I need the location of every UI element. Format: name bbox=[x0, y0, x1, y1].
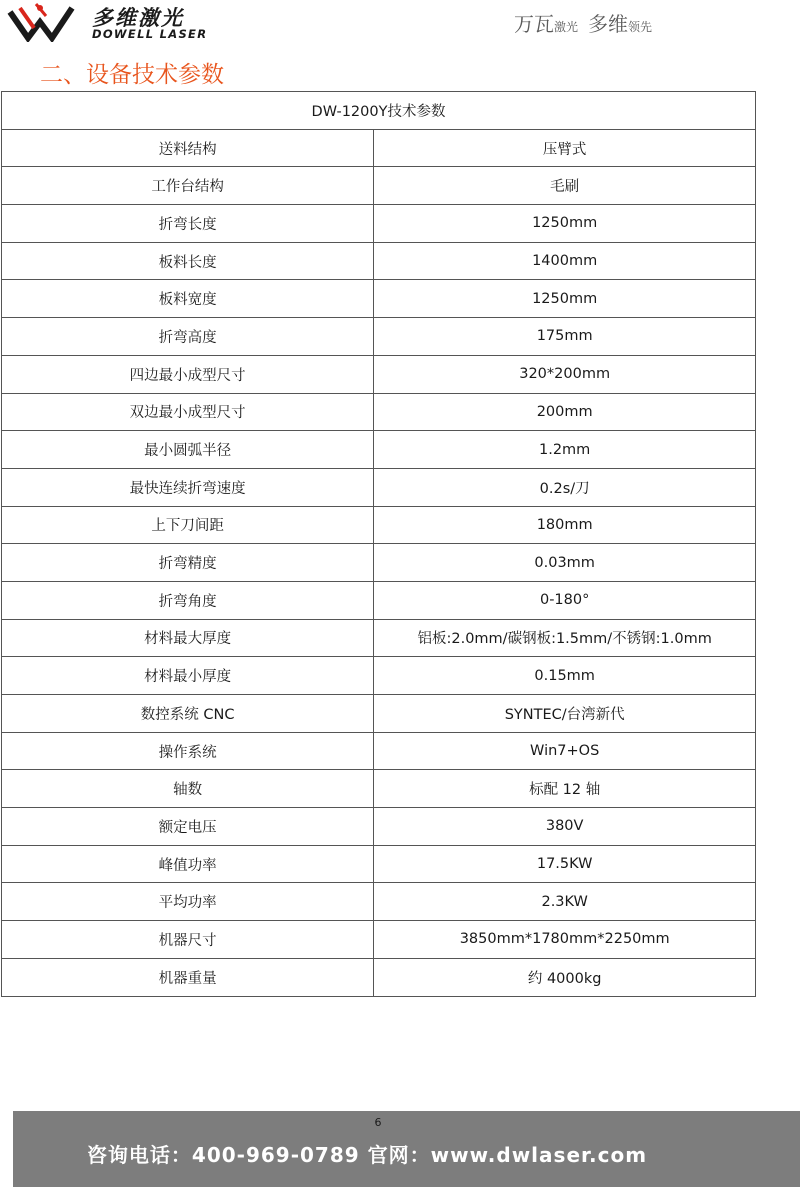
spec-name-cell: 峰值功率 bbox=[2, 845, 374, 883]
dowell-logo-icon bbox=[6, 2, 76, 42]
table-row bbox=[2, 581, 756, 619]
slogan-part1: 万瓦 bbox=[513, 12, 554, 36]
contact-info: 咨询电话：400-969-0789 官网：www.dwlaser.com bbox=[86, 1143, 648, 1167]
slogan-part3: 多维 bbox=[587, 12, 628, 36]
spec-name-cell: 折弯精度 bbox=[2, 544, 374, 582]
table-row bbox=[2, 732, 756, 770]
spec-value-cell: SYNTEC/台湾新代 bbox=[374, 695, 756, 733]
table-row bbox=[2, 431, 756, 469]
slogan-part4: 领先 bbox=[627, 20, 652, 34]
table-row bbox=[2, 167, 756, 205]
spec-value-cell: 约 4000kg bbox=[374, 958, 756, 996]
spec-name-cell: 机器尺寸 bbox=[2, 921, 374, 959]
table-row bbox=[2, 657, 756, 695]
spec-value-cell: 0-180° bbox=[374, 581, 756, 619]
spec-value-cell: 320*200mm bbox=[374, 355, 756, 393]
section-title: 二、设备技术参数 bbox=[40, 62, 224, 88]
table-row bbox=[2, 921, 756, 959]
spec-name-cell: 板料长度 bbox=[2, 242, 374, 280]
spec-value-cell: 标配 12 轴 bbox=[374, 770, 756, 808]
spec-name-cell: 最快连续折弯速度 bbox=[2, 468, 374, 506]
spec-value-cell: 毛刷 bbox=[374, 167, 756, 205]
table-row bbox=[2, 393, 756, 431]
table-row bbox=[2, 205, 756, 243]
spec-value-cell: 铝板:2.0mm/碳钢板:1.5mm/不锈钢:1.0mm bbox=[374, 619, 756, 657]
table-row bbox=[2, 242, 756, 280]
slogan bbox=[514, 8, 652, 37]
spec-value-cell: 1250mm bbox=[374, 280, 756, 318]
spec-value-cell: 380V bbox=[374, 808, 756, 846]
table-row bbox=[2, 468, 756, 506]
spec-name-cell: 上下刀间距 bbox=[2, 506, 374, 544]
spec-name-cell: 折弯长度 bbox=[2, 205, 374, 243]
spec-value-cell: 0.03mm bbox=[374, 544, 756, 582]
table-row bbox=[2, 808, 756, 846]
spec-value-cell: 17.5KW bbox=[374, 845, 756, 883]
table-row bbox=[2, 544, 756, 582]
page-number: 6 bbox=[374, 1116, 382, 1129]
spec-name-cell: 材料最小厚度 bbox=[2, 657, 374, 695]
page-header bbox=[0, 0, 800, 48]
spec-value-cell: 0.15mm bbox=[374, 657, 756, 695]
table-row bbox=[2, 695, 756, 733]
spec-value-cell: 2.3KW bbox=[374, 883, 756, 921]
spec-name-cell: 最小圆弧半径 bbox=[2, 431, 374, 469]
table-row bbox=[2, 619, 756, 657]
spec-name-cell: 折弯高度 bbox=[2, 318, 374, 356]
brand-name-en: DOWELL LASER bbox=[92, 27, 208, 41]
spec-name-cell: 送料结构 bbox=[2, 129, 374, 167]
spec-name-cell: 四边最小成型尺寸 bbox=[2, 355, 374, 393]
brand-name-cn: 多维激光 bbox=[92, 6, 184, 30]
table-row bbox=[2, 129, 756, 167]
spec-value-cell: 180mm bbox=[374, 506, 756, 544]
spec-name-cell: 板料宽度 bbox=[2, 280, 374, 318]
page-footer bbox=[13, 1111, 800, 1187]
table-row bbox=[2, 958, 756, 996]
spec-name-cell: 双边最小成型尺寸 bbox=[2, 393, 374, 431]
spec-value-cell: 压臂式 bbox=[374, 129, 756, 167]
spec-name-cell: 机器重量 bbox=[2, 958, 374, 996]
spec-name-cell: 额定电压 bbox=[2, 808, 374, 846]
spec-value-cell: 1.2mm bbox=[374, 431, 756, 469]
spec-name-cell: 折弯角度 bbox=[2, 581, 374, 619]
table-row bbox=[2, 506, 756, 544]
spec-value-cell: Win7+OS bbox=[374, 732, 756, 770]
table-row bbox=[2, 355, 756, 393]
table-row bbox=[2, 845, 756, 883]
spec-table bbox=[1, 91, 756, 997]
spec-value-cell: 1400mm bbox=[374, 242, 756, 280]
slogan-part2: 激光 bbox=[553, 20, 578, 34]
spec-name-cell: 轴数 bbox=[2, 770, 374, 808]
spec-value-cell: 200mm bbox=[374, 393, 756, 431]
spec-value-cell: 3850mm*1780mm*2250mm bbox=[374, 921, 756, 959]
table-row bbox=[2, 280, 756, 318]
spec-table-title-row bbox=[2, 92, 756, 130]
spec-table-title: DW-1200Y技术参数 bbox=[2, 92, 756, 130]
spec-name-cell: 操作系统 bbox=[2, 732, 374, 770]
spec-value-cell: 175mm bbox=[374, 318, 756, 356]
spec-name-cell: 平均功率 bbox=[2, 883, 374, 921]
spec-value-cell: 0.2s/刀 bbox=[374, 468, 756, 506]
spec-name-cell: 材料最大厚度 bbox=[2, 619, 374, 657]
table-row bbox=[2, 318, 756, 356]
spec-value-cell: 1250mm bbox=[374, 205, 756, 243]
table-row bbox=[2, 770, 756, 808]
spec-name-cell: 工作台结构 bbox=[2, 167, 374, 205]
spec-name-cell: 数控系统 CNC bbox=[2, 695, 374, 733]
table-row bbox=[2, 883, 756, 921]
